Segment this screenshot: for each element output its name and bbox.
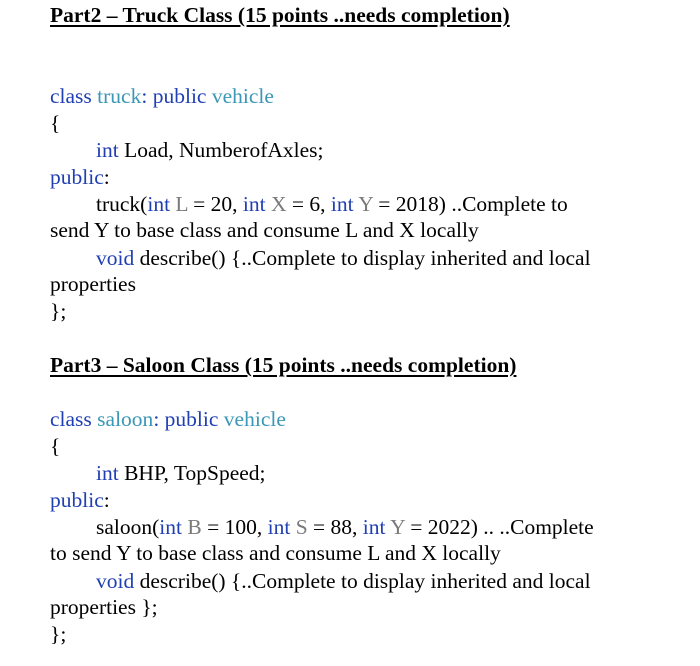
part2-describe-continuation: properties	[50, 272, 136, 296]
keyword-int: int	[362, 515, 386, 539]
part2-class-declaration	[50, 83, 274, 109]
param-l: L	[175, 192, 188, 216]
keyword-void: void	[96, 569, 135, 593]
part3-describe-method	[96, 568, 591, 594]
keyword-void: void	[96, 246, 135, 270]
keyword-int: int	[96, 461, 119, 485]
describe-signature: describe() {..Complete to display inherited and local	[139, 569, 591, 593]
keyword-class: class	[50, 407, 92, 431]
param-y-default: = 2022) .. ..Complete	[410, 515, 594, 539]
part3-describe-continuation: properties };	[50, 595, 158, 619]
keyword-public: public	[164, 407, 219, 431]
part2-heading: Part2 – Truck Class (15 points ..needs completion)	[50, 3, 510, 27]
part3-heading: Part3 – Saloon Class (15 points ..needs completion)	[50, 353, 517, 377]
part2-describe-method	[96, 245, 591, 271]
param-y: Y	[390, 515, 405, 539]
part3-constructor-continuation: to send Y to base class and consume L and X locally	[50, 541, 501, 565]
keyword-int: int	[147, 192, 171, 216]
inheritance-colon: :	[153, 407, 160, 431]
keyword-class: class	[50, 84, 92, 108]
param-l-default: = 20,	[193, 192, 238, 216]
param-y-default: = 2018) ..Complete to	[378, 192, 568, 216]
part3-member-declaration	[96, 460, 266, 486]
part3-constructor	[96, 514, 594, 540]
keyword-public: public	[50, 165, 104, 189]
param-s-default: = 88,	[313, 515, 358, 539]
access-colon: :	[103, 165, 110, 189]
base-class-name: vehicle	[223, 407, 286, 431]
class-name-saloon: saloon	[97, 407, 154, 431]
param-x-default: = 6,	[291, 192, 326, 216]
part2-close-brace: };	[50, 299, 67, 323]
param-x: X	[270, 192, 287, 216]
part3-access-specifier	[50, 487, 110, 513]
describe-signature: describe() {..Complete to display inherited and local	[139, 246, 591, 270]
part2-access-specifier	[50, 164, 110, 190]
keyword-int: int	[267, 515, 291, 539]
param-s: S	[295, 515, 308, 539]
member-list: BHP, TopSpeed;	[124, 461, 266, 485]
constructor-name: truck(	[96, 192, 148, 216]
part2-constructor	[96, 191, 568, 217]
param-y: Y	[358, 192, 373, 216]
part2-open-brace: {	[50, 111, 61, 135]
member-list: Load, NumberofAxles;	[124, 138, 324, 162]
part3-open-brace: {	[50, 434, 61, 458]
access-colon: :	[103, 488, 110, 512]
keyword-int: int	[242, 192, 266, 216]
keyword-public: public	[50, 488, 104, 512]
keyword-int: int	[159, 515, 182, 539]
param-b-default: = 100,	[207, 515, 263, 539]
part3-close-brace: };	[50, 622, 67, 646]
param-b: B	[187, 515, 202, 539]
constructor-name: saloon(	[96, 515, 160, 539]
base-class-name: vehicle	[211, 84, 274, 108]
inheritance-colon: :	[141, 84, 148, 108]
keyword-int: int	[330, 192, 354, 216]
part3-class-declaration	[50, 406, 286, 432]
class-name-truck: truck	[97, 84, 142, 108]
keyword-int: int	[96, 138, 119, 162]
part2-member-declaration	[96, 137, 324, 163]
part2-constructor-continuation: send Y to base class and consume L and X locally	[50, 218, 479, 242]
keyword-public: public	[152, 84, 207, 108]
